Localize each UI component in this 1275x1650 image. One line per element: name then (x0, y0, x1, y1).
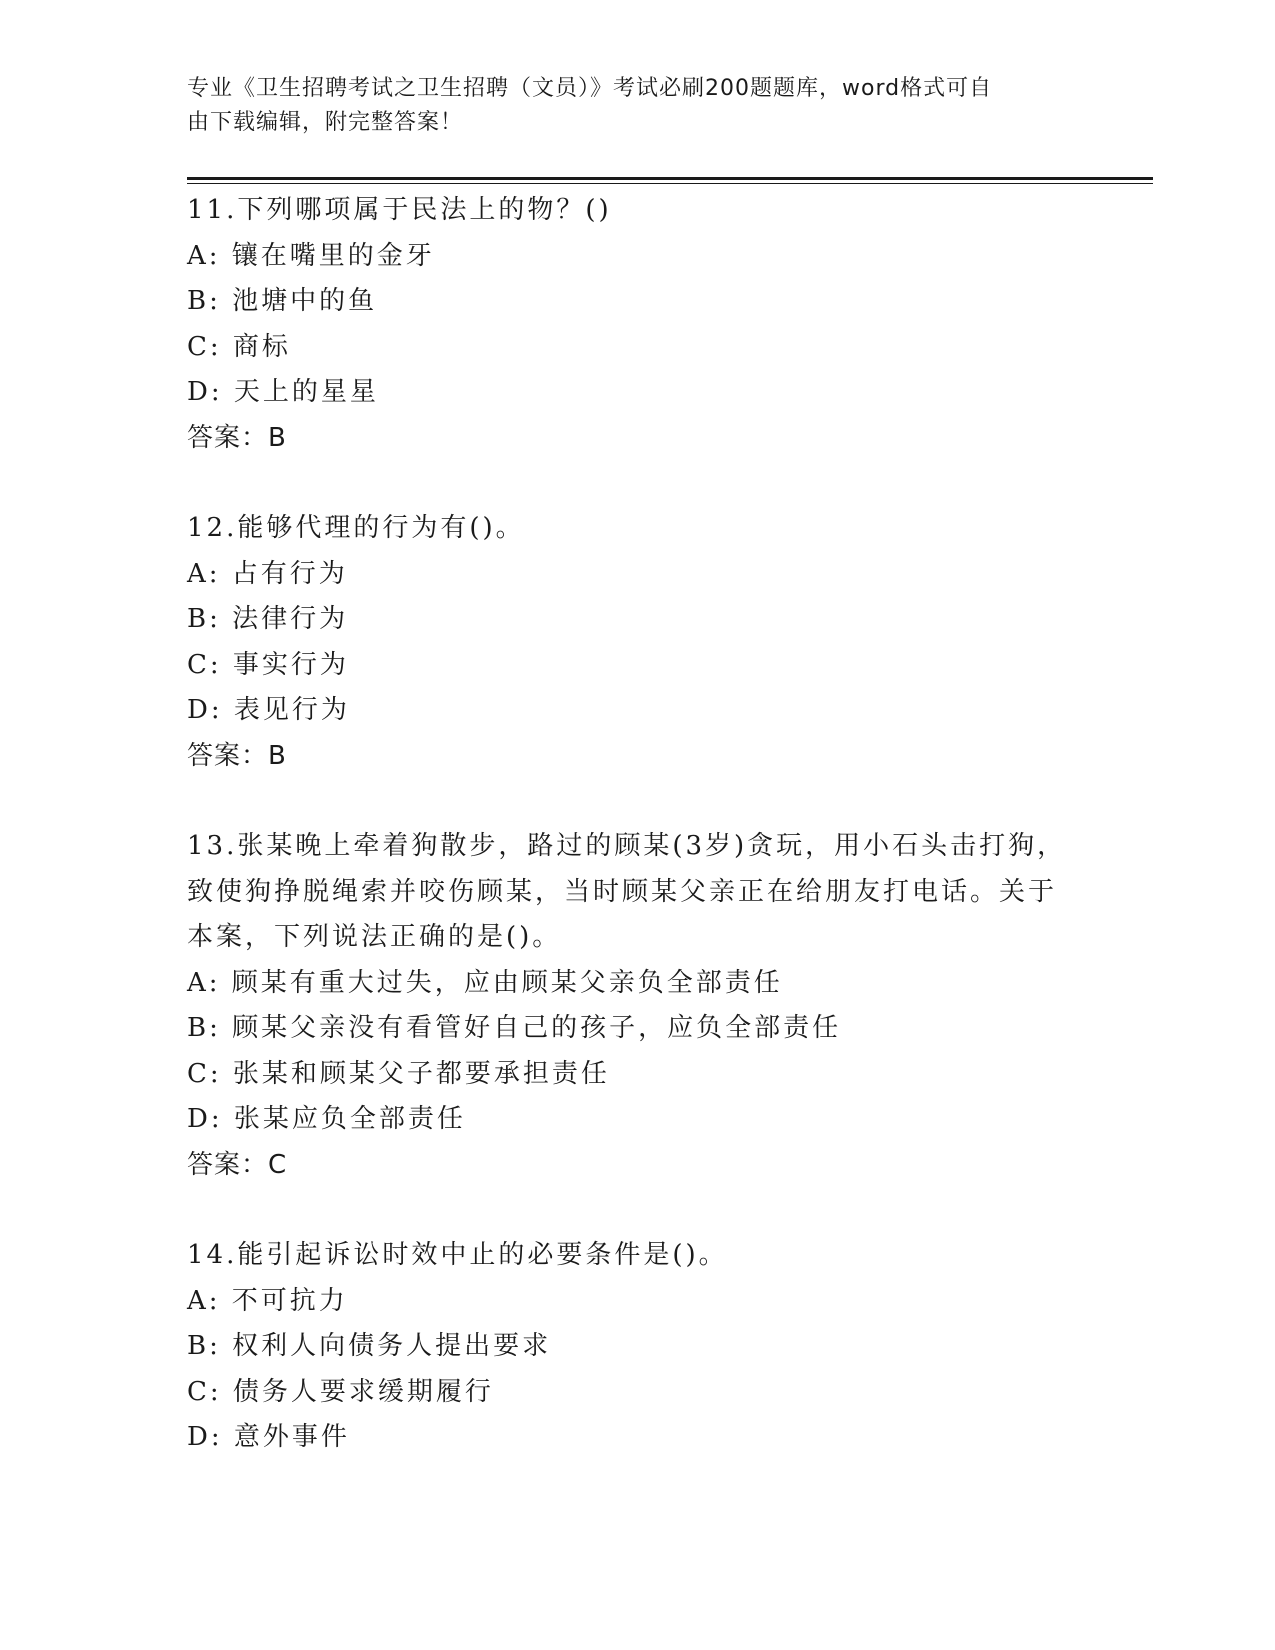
option-b: B: 顾某父亲没有看管好自己的孩子，应负全部责任 (187, 1013, 842, 1043)
option-c: C: 事实行为 (187, 649, 349, 680)
question-stem-line-3: 本案，下列说法正确的是()。 (187, 922, 562, 952)
option-b: B: 法律行为 (187, 604, 349, 634)
option-d: D: 表见行为 (187, 695, 350, 725)
option-a: A: 镶在嘴里的金牙 (187, 240, 435, 271)
question-14 (187, 1233, 1087, 1461)
option-d: D: 天上的星星 (187, 377, 379, 407)
question-stem: 11.下列哪项属于民法上的物？() (187, 195, 612, 225)
option-a: A: 顾某有重大过失，应由顾某父亲负全部责任 (187, 967, 783, 998)
answer-line: 答案：B (187, 422, 287, 453)
header-line-2: 由下载编辑，附完整答案！ (187, 110, 464, 135)
option-c: C: 张某和顾某父子都要承担责任 (187, 1058, 610, 1089)
question-stem-line-2: 致使狗挣脱绳索并咬伤顾某，当时顾某父亲正在给朋友打电话。关于 (187, 876, 1058, 907)
document-header (187, 72, 1067, 140)
question-list (187, 188, 1087, 1506)
option-d: D: 意外事件 (187, 1422, 350, 1452)
option-a: A: 不可抗力 (187, 1285, 348, 1316)
question-stem-line-1: 13.张某晚上牵着狗散步，路过的顾某(3岁)贪玩，用小石头击打狗， (187, 831, 1067, 861)
answer-line: 答案：B (187, 740, 287, 771)
option-c: C: 商标 (187, 331, 291, 362)
option-a: A: 占有行为 (187, 558, 348, 589)
header-divider-thick (187, 177, 1153, 180)
option-b: B: 权利人向债务人提出要求 (187, 1331, 552, 1361)
option-d: D: 张某应负全部责任 (187, 1104, 466, 1134)
header-line-1: 专业《卫生招聘考试之卫生招聘（文员）》考试必刷200题题库，word格式可自 (187, 76, 993, 101)
question-12 (187, 506, 1087, 779)
question-13 (187, 824, 1087, 1188)
question-stem: 12.能够代理的行为有()。 (187, 513, 525, 543)
question-11 (187, 188, 1087, 461)
answer-line: 答案：C (187, 1149, 288, 1180)
header-divider-thin (187, 183, 1153, 184)
question-stem: 14.能引起诉讼时效中止的必要条件是()。 (187, 1240, 728, 1270)
option-b: B: 池塘中的鱼 (187, 286, 378, 316)
option-c: C: 债务人要求缓期履行 (187, 1376, 494, 1407)
